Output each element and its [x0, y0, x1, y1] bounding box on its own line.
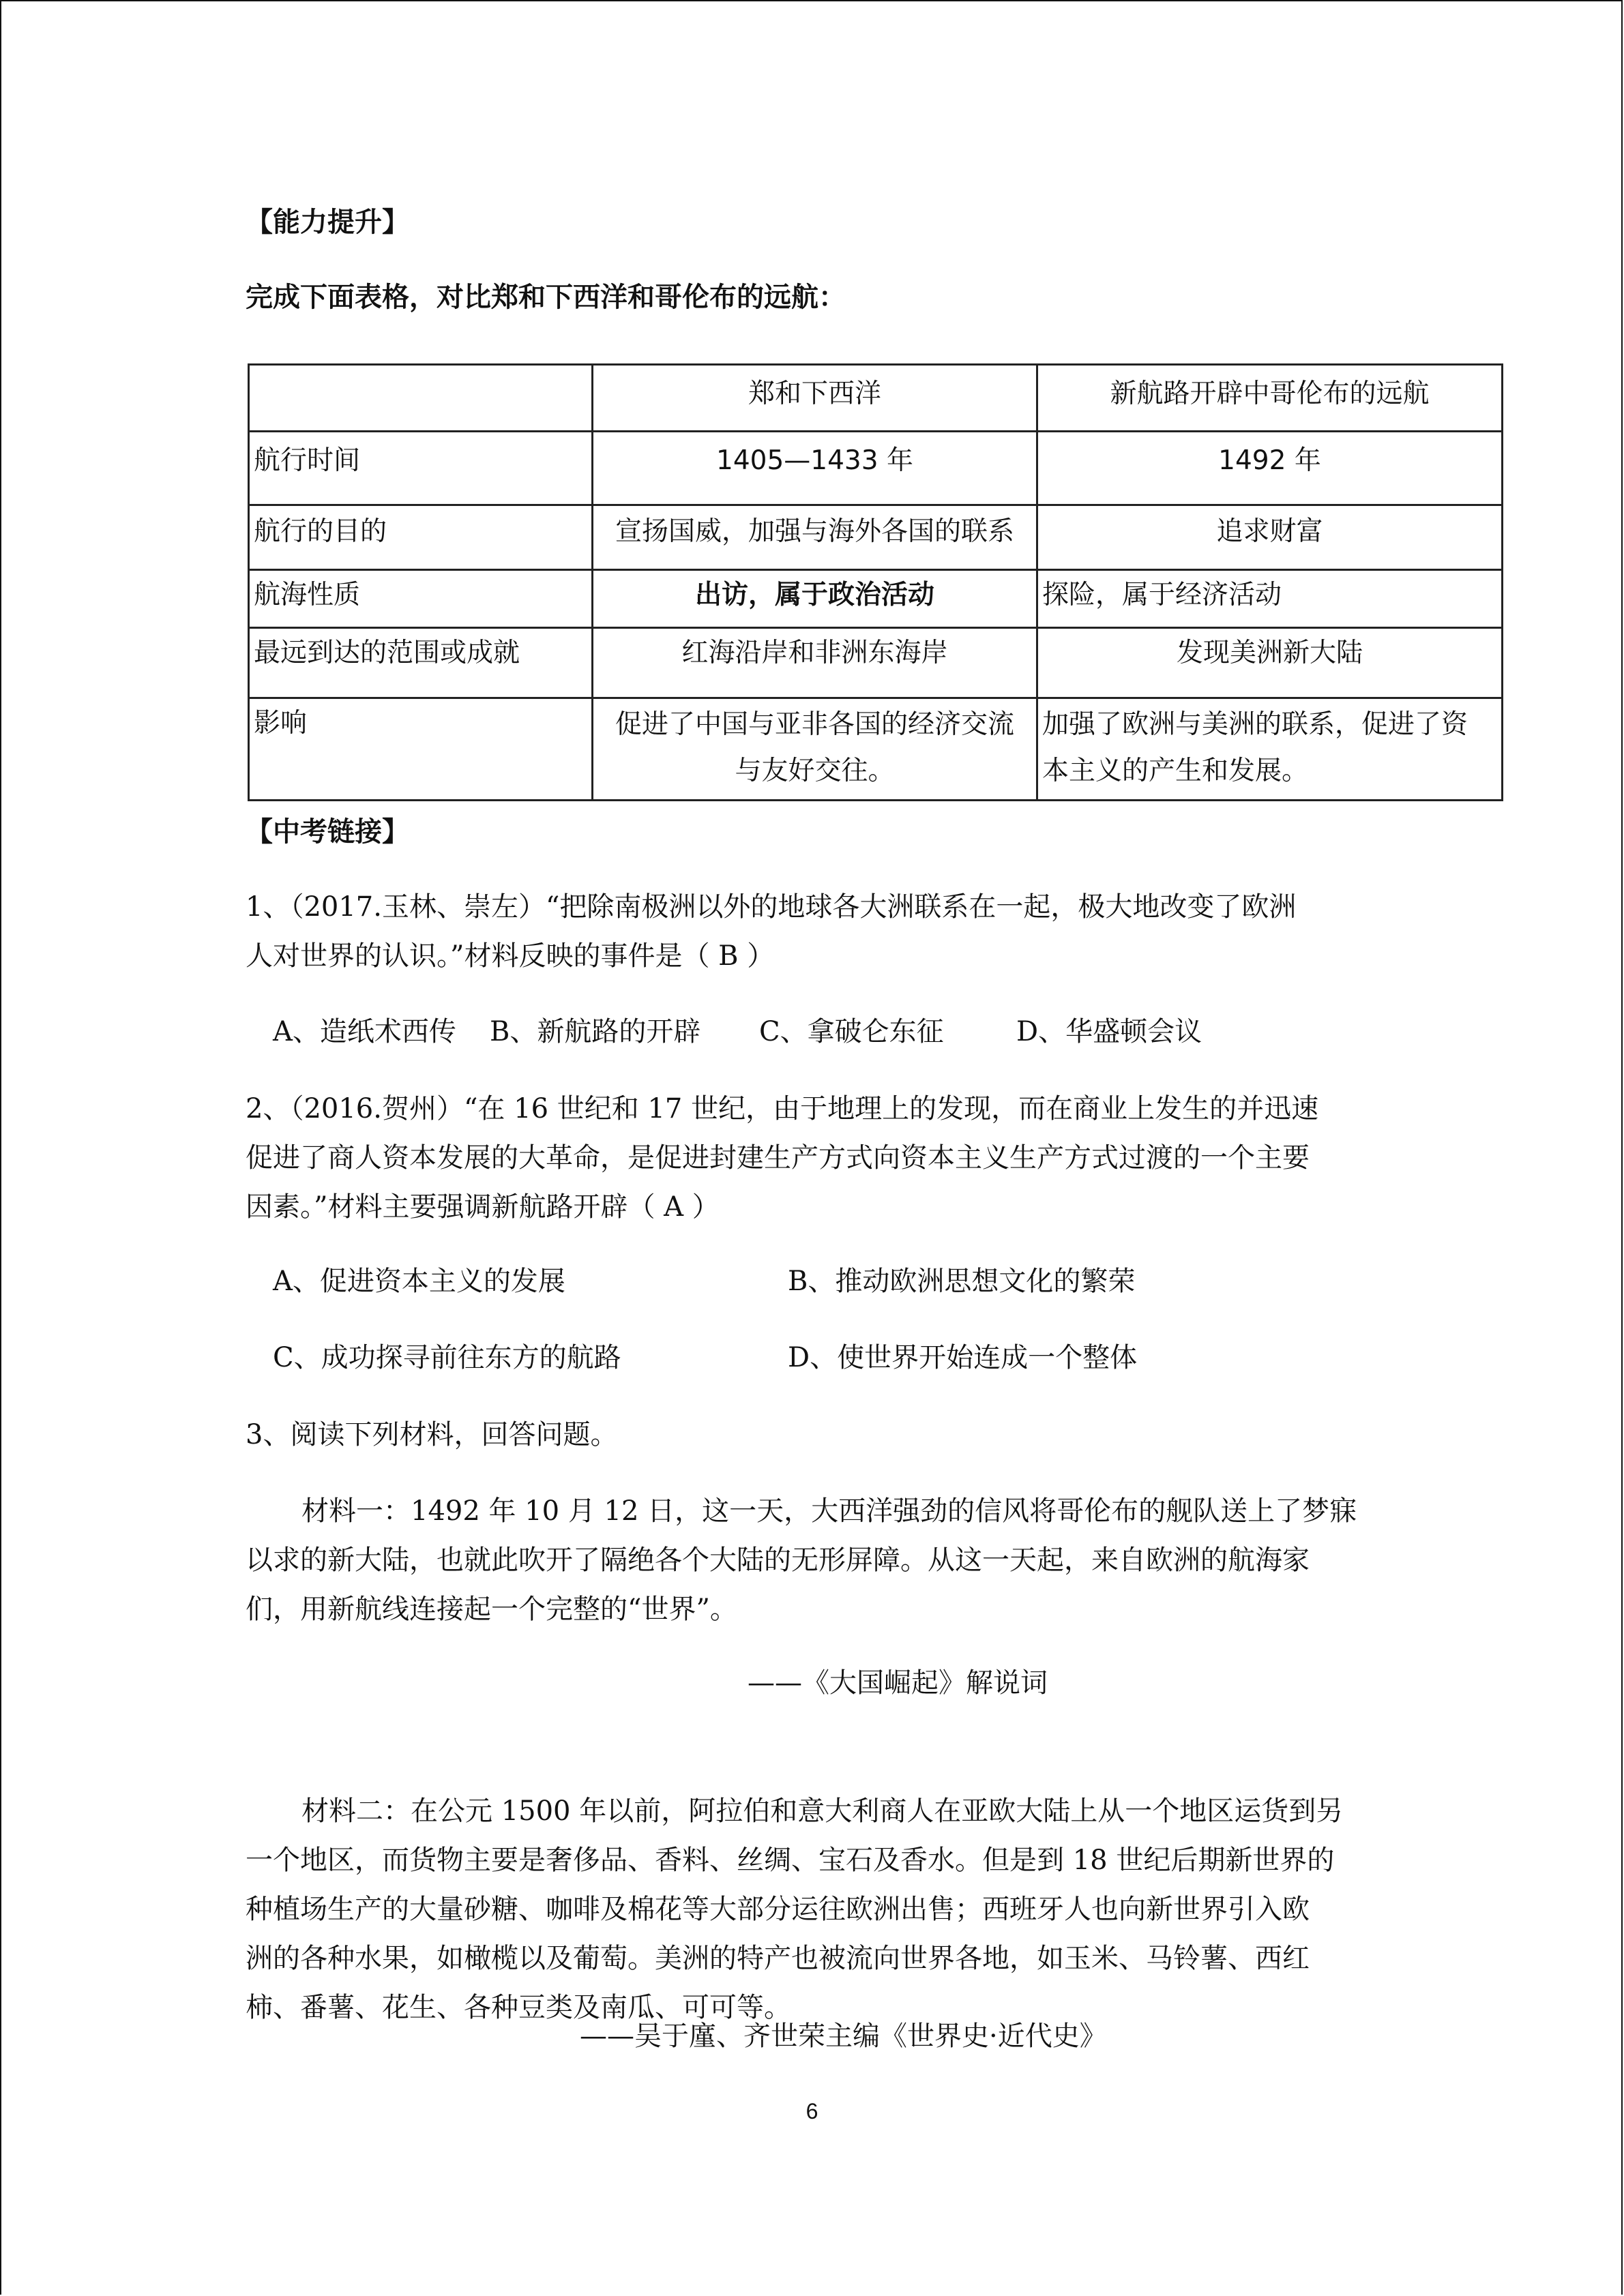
cell-columbus: 1492 年 [1037, 432, 1503, 505]
material-two-line: 种植场生产的大量砂糖、咖啡及棉花等大部分运往欧洲出售；西班牙人也向新世界引入欧 [246, 1894, 1310, 1925]
header-blank [249, 365, 593, 432]
q2-line: 促进了商人资本发展的大革命，是促进封建生产方式向资本主义生产方式过渡的一个主要 [246, 1142, 1310, 1174]
header-zheng: 郑和下西洋 [593, 365, 1037, 432]
q2-option-b: B、推动欧洲思想文化的繁荣 [788, 1266, 1136, 1297]
q2-line: 因素。”材料主要强调新航路开辟（ A ） [246, 1191, 720, 1223]
q1-option-a: A、造纸术西传 [273, 1016, 456, 1047]
row-label: 航行的目的 [249, 505, 593, 570]
cell-line: 加强了欧洲与美洲的联系，促进了资 [1042, 709, 1468, 740]
table-row [249, 570, 1503, 628]
table-row [249, 432, 1503, 505]
row-label: 最远到达的范围或成就 [249, 628, 593, 698]
cell-line: 本主义的产生和发展。 [1042, 756, 1309, 786]
row-label: 影响 [249, 698, 593, 801]
q1-option-c: C、拿破仑东征 [759, 1016, 944, 1047]
page-number: 6 [806, 2099, 818, 2123]
q3-stem: 3、阅读下列材料，回答问题。 [246, 1419, 618, 1450]
q2-line: 2、（2016.贺州）“在 16 世纪和 17 世纪，由于地理上的发现，而在商业上发生的并迅速 [246, 1093, 1319, 1124]
q2-option-c: C、成功探寻前往东方的航路 [273, 1342, 621, 1373]
cell-line: 与友好交往。 [735, 756, 895, 786]
ability-heading: 【能力提升】 [246, 207, 409, 238]
cell-zheng [593, 698, 1037, 801]
q1-line: 人对世界的认识。”材料反映的事件是（ B ） [246, 940, 775, 972]
material-one-source: ——《大国崛起》解说词 [748, 1667, 1048, 1699]
material-two-source: ——吴于廑、齐世荣主编《世界史·近代史》 [580, 2021, 1107, 2052]
q2-option-d: D、使世界开始连成一个整体 [788, 1342, 1138, 1373]
q1-line: 1、（2017.玉林、崇左）“把除南极洲以外的地球各大洲联系在一起，极大地改变了欧洲 [246, 891, 1297, 923]
cell-columbus: 追求财富 [1037, 505, 1503, 570]
cell-columbus: 发现美洲新大陆 [1037, 628, 1503, 698]
cell-columbus: 探险，属于经济活动 [1037, 570, 1503, 628]
material-two-line: 柿、番薯、花生、各种豆类及南瓜、可可等。 [246, 1992, 791, 2023]
exam-heading: 【中考链接】 [246, 816, 409, 848]
material-two-line: 一个地区，而货物主要是奢侈品、香料、丝绸、宝石及香水。但是到 18 世纪后期新世界的 [246, 1845, 1335, 1876]
header-columbus: 新航路开辟中哥伦布的远航 [1037, 365, 1503, 432]
row-label: 航行时间 [249, 432, 593, 505]
table-row [249, 698, 1503, 801]
q1-option-d: D、华盛顿会议 [1016, 1016, 1202, 1047]
cell-zheng: 宣扬国威，加强与海外各国的联系 [593, 505, 1037, 570]
cell-zheng: 出访，属于政治活动 [593, 570, 1037, 628]
table-row [249, 628, 1503, 698]
material-two-line: 材料二：在公元 1500 年以前，阿拉伯和意大利商人在亚欧大陆上从一个地区运货到另 [301, 1795, 1344, 1827]
cell-zheng: 1405—1433 年 [593, 432, 1037, 505]
cell-line: 促进了中国与亚非各国的经济交流 [615, 709, 1014, 740]
cell-zheng: 红海沿岸和非洲东海岸 [593, 628, 1037, 698]
comparison-table [248, 363, 1503, 801]
material-two-line: 洲的各种水果，如橄榄以及葡萄。美洲的特产也被流向世界各地，如玉米、马铃薯、西红 [246, 1943, 1310, 1974]
table-instruction: 完成下面表格，对比郑和下西洋和哥伦布的远航： [246, 282, 846, 313]
q1-option-b: B、新航路的开辟 [490, 1016, 701, 1047]
table-row [249, 505, 1503, 570]
cell-columbus [1037, 698, 1503, 801]
table-header-row [249, 365, 1503, 432]
material-one-line: 以求的新大陆，也就此吹开了隔绝各个大陆的无形屏障。从这一天起，来自欧洲的航海家 [246, 1545, 1310, 1576]
row-label: 航海性质 [249, 570, 593, 628]
material-one-line: 材料一：1492 年 10 月 12 日，这一天，大西洋强劲的信风将哥伦布的舰队送上了梦寐 [301, 1495, 1357, 1527]
material-one-line: 们，用新航线连接起一个完整的“世界”。 [246, 1594, 737, 1625]
q2-option-a: A、促进资本主义的发展 [273, 1266, 565, 1297]
